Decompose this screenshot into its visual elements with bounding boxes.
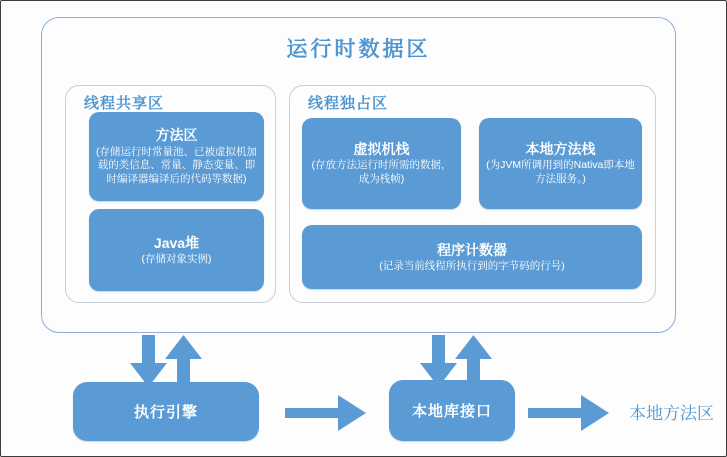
vm-stack-desc: (存放方法运行时所需的数据，成为栈帧) bbox=[311, 159, 452, 186]
thread-exclusive-panel bbox=[289, 85, 656, 303]
native-method-area-label: 本地方法区 bbox=[629, 404, 714, 423]
thread-shared-title: 线程共享区 bbox=[84, 95, 165, 112]
native-library-interface-box bbox=[389, 380, 515, 441]
native-method-stack-desc: (为JVM所调用到的Nativa即本地方法服务。) bbox=[486, 159, 635, 186]
diagram-title: 运行时数据区 bbox=[286, 38, 431, 61]
java-heap-desc: (存储对象实例) bbox=[141, 252, 212, 265]
program-counter-title: 程序计数器 bbox=[437, 241, 507, 258]
right-arrow-engine-to-interface-icon bbox=[285, 394, 367, 432]
method-area-title: 方法区 bbox=[155, 127, 198, 144]
vm-stack-title: 虚拟机栈 bbox=[353, 141, 410, 158]
program-counter-node bbox=[302, 225, 642, 289]
thread-shared-panel bbox=[65, 85, 276, 303]
execution-engine-label: 执行引擎 bbox=[133, 404, 198, 421]
native-method-stack-title: 本地方法栈 bbox=[525, 141, 596, 158]
program-counter-desc: (记录当前线程所执行到的字节码的行号) bbox=[379, 259, 565, 272]
method-area-node bbox=[89, 112, 264, 201]
method-area-desc: (存储运行时常量池、已被虚拟机加载的类信息、常量、静态变量、即时编译器编译后的代码等数据) bbox=[96, 145, 257, 185]
execution-engine-box bbox=[73, 382, 259, 441]
right-arrow-interface-to-native-icon bbox=[528, 394, 610, 432]
thread-exclusive-title: 线程独占区 bbox=[308, 95, 389, 112]
updown-arrows-engine-icon bbox=[129, 335, 203, 387]
vm-stack-node bbox=[302, 118, 461, 209]
native-library-interface-label: 本地库接口 bbox=[411, 403, 492, 420]
java-heap-title: Java堆 bbox=[153, 234, 200, 251]
native-method-stack-node bbox=[479, 118, 642, 209]
java-heap-node bbox=[89, 209, 264, 291]
